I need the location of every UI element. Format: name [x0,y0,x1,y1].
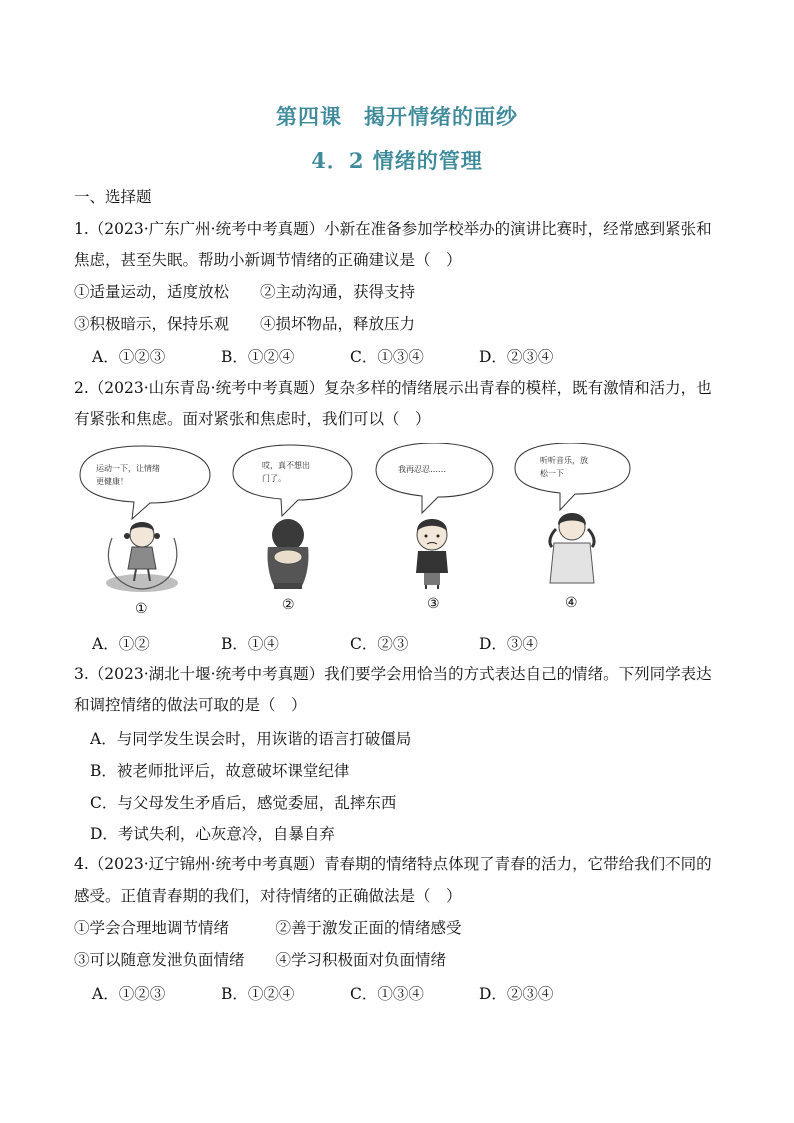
q4-stem-line2: 感受。正值青春期的我们，对待情绪的正确做法是（ ） [74,887,462,905]
q4-option-c[interactable]: C．①③④ [350,985,424,1003]
q2-option-d[interactable]: D．③④ [479,635,538,653]
bubble-2-line1: 哎，真不想出 [262,461,310,470]
q2-option-b[interactable]: B．①④ [221,635,279,653]
q1-stem-line1: 1.（2023·广东广州·统考中考真题）小新在准备参加学校举办的演讲比赛时，经常感到紧张和 [74,220,712,238]
bubble-1-line2: 更健康！ [96,477,128,486]
q1-statements-row2: ③积极暗示，保持乐观 ④损坏物品，释放压力 [74,315,416,333]
q4-statements-row2: ③可以随意发泄负面情绪 ④学习积极面对负面情绪 [74,951,447,969]
figure-label-2: ② [282,597,295,613]
speech-bubble-4 [515,443,630,510]
q1-option-c[interactable]: C．①③④ [350,348,424,366]
speech-bubble-2 [233,445,352,516]
q2-options [92,632,608,654]
bubble-2-line2: 门了。 [262,474,286,483]
q1-statements-row1: ①适量运动，适度放松 ②主动沟通，获得支持 [74,283,416,301]
q2-option-c[interactable]: C．②③ [350,635,409,653]
q4-options [92,982,608,1004]
bubble-4-line2: 松一下 [540,469,564,478]
q4-option-a[interactable]: A．①②③ [92,985,166,1003]
q1-stem-line2: 焦虑，甚至失眠。帮助小新调节情绪的正确建议是（ ） [74,251,462,269]
q4-option-b[interactable]: B．①②④ [221,985,295,1003]
q3-option-b[interactable]: B．被老师批评后，故意破坏课堂纪律 [90,762,350,780]
q3-option-c[interactable]: C．与父母发生矛盾后，感觉委屈，乱摔东西 [90,794,397,812]
figure-label-1: ① [135,601,148,617]
q4-option-d[interactable]: D．②③④ [479,985,554,1003]
speech-bubble-1 [80,446,210,519]
girl-jumping-rope-illustration [106,522,178,592]
boy-worried-illustration [416,519,448,589]
q3-stem-line2: 和调控情绪的做法可取的是（ ） [74,696,307,714]
q3-option-a[interactable]: A．与同学发生误会时，用诙谐的语言打破僵局 [90,730,412,748]
q1-option-a[interactable]: A．①②③ [92,348,166,366]
lesson-title: 第四课 揭开情绪的面纱 [276,104,518,129]
q1-option-d[interactable]: D．②③④ [479,348,554,366]
speech-bubble-3 [376,443,493,513]
bubble-3-text: 我再忍忍…… [398,465,446,474]
girl-headphones-illustration [550,513,594,583]
q1-option-b[interactable]: B．①②④ [221,348,295,366]
figure-label-4: ④ [565,595,578,611]
q2-stem-line1: 2.（2023·山东青岛·统考中考真题）复杂多样的情绪展示出青春的模样，既有激情和活力，也 [74,379,712,397]
bubble-1-line1: 运动一下，让情绪 [96,464,160,473]
q3-stem-line1: 3.（2023·湖北十堰·统考中考真题）我们要学会用恰当的方式表达自己的情绪。下列同学表达 [74,665,712,683]
q4-statements-row1: ①学会合理地调节情绪 ②善于激发正面的情绪感受 [74,919,462,937]
q2-option-a[interactable]: A．①② [92,635,150,653]
q4-stem-line1: 4.（2023·辽宁锦州·统考中考真题）青春期的情绪特点体现了青春的活力，它带给我们不同的 [74,855,712,873]
boy-head-down-illustration [267,519,308,589]
q2-stem-line2: 有紧张和焦虑。面对紧张和焦虑时，我们可以（ ） [74,410,431,428]
q1-options [92,345,608,367]
bubble-4-line1: 听听音乐，放 [540,456,588,465]
figure-label-3: ③ [427,596,440,612]
q2-illustration [70,443,730,618]
q3-option-d[interactable]: D．考试失利，心灰意冷，自暴自弃 [90,825,335,843]
question-type-label: 一、选择题 [74,188,152,206]
section-title: 4．2 情绪的管理 [311,148,483,173]
